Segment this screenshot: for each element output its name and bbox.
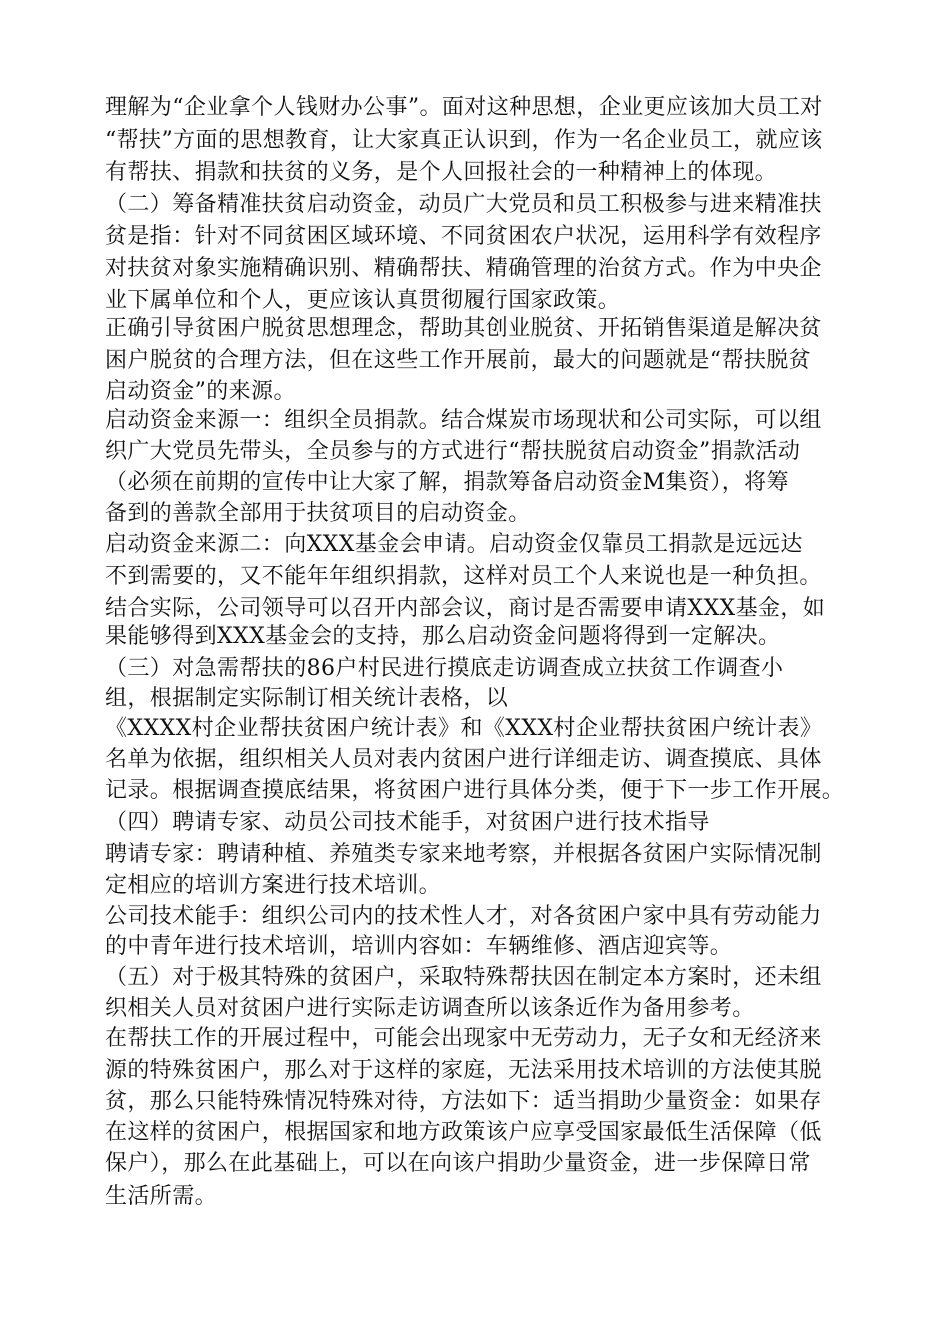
text-line: 果能够得到XXX基金会的支持，那么启动资金问题将得到一定解决。	[105, 624, 781, 649]
text-line: 启动资金”的来源。	[105, 379, 296, 404]
text-line: 对扶贫对象实施精确识别、精确帮扶、精确管理的治贫方式。作为中央企	[105, 256, 822, 281]
text-line: 正确引导贫困户脱贫思想理念，帮助其创业脱贫、开拓销售渠道是解决贫	[105, 316, 822, 341]
text-line: 名单为依据，组织相关人员对表内贫困户进行详细走访、调查摸底、具体	[105, 747, 822, 772]
text-line: 公司技术能手：组织公司内的技术性人才，对各贫困户家中具有劳动能力	[105, 904, 822, 929]
text-line: 组，根据制定实际制订相关统计表格，以	[105, 686, 509, 711]
text-line: 聘请专家：聘请种植、养殖类专家来地考察，并根据各贫困户实际情况制	[105, 842, 822, 867]
text-line: 贫是指：针对不同贫困区域环境、不同贫困农户状况，运用科学有效程序	[105, 224, 822, 249]
text-line: （五）对于极其特殊的贫困户，采取特殊帮扶因在制定本方案时，还未组	[105, 965, 822, 990]
text-line: 在帮扶工作的开展过程中，可能会出现家中无劳动力，无子女和无经济来	[105, 1026, 822, 1051]
text-line: 的中青年进行技术培训，培训内容如：车辆维修、酒店迎宾等。	[105, 934, 733, 959]
text-line: 不到需要的，又不能年年组织捐款，这样对员工个人来说也是一种负担。	[105, 564, 822, 589]
text-line: 启动资金来源一：组织全员捐款。结合煤炭市场现状和公司实际，可以组	[105, 408, 822, 433]
text-line: 生活所需。	[105, 1184, 218, 1209]
text-line: 启动资金来源二：向XXX基金会申请。启动资金仅靠员工捐款是远远达	[105, 532, 803, 557]
text-line: 在这样的贫困户，根据国家和地方政策该户应享受国家最低生活保障（低	[105, 1120, 822, 1145]
text-line: （必须在前期的宣传中让大家了解，捐款筹备启动资金M集资），将筹	[105, 470, 789, 495]
text-line: 有帮扶、捐款和扶贫的义务，是个人回报社会的一种精神上的体现。	[105, 160, 778, 185]
text-line: 保户），那么在此基础上，可以在向该户捐助少量资金，进一步保障日常	[105, 1151, 811, 1176]
text-line: 织相关人员对贫困户进行实际走访调查所以该条近作为备用参考。	[105, 996, 755, 1021]
text-line: 贫，那么只能特殊情况特殊对待，方法如下：适当捐助少量资金：如果存	[105, 1089, 822, 1114]
text-line: 源的特殊贫困户，那么对于这样的家庭，无法采用技术培训的方法使其脱	[105, 1058, 822, 1083]
text-line: 记录。根据调查摸底结果，将贫困户进行具体分类，便于下一步工作开展。	[105, 778, 845, 803]
text-line: 《XXXX村企业帮扶贫困户统计表》和《XXX村企业帮扶贫困户统计表》	[105, 716, 823, 741]
text-line: 备到的善款全部用于扶贫项目的启动资金。	[105, 501, 531, 526]
text-line: （四）聘请专家、动员公司技术能手，对贫困户进行技术指导	[105, 810, 710, 835]
text-line: “帮扶”方面的思想教育，让大家真正认识到，作为一名企业员工，就应该	[105, 128, 823, 153]
text-line: 困户脱贫的合理方法，但在这些工作开展前，最大的问题就是“帮扶脱贫	[105, 348, 812, 373]
text-line: （二）筹备精准扶贫启动资金，动员广大党员和员工积极参与进来精准扶	[105, 192, 822, 217]
text-line: （三）对急需帮扶的86户村民进行摸底走访调查成立扶贫工作调查小	[105, 656, 784, 681]
text-line: 理解为“企业拿个人钱财办公事”。面对这种思想，企业更应该加大员工对	[105, 95, 823, 120]
text-line: 定相应的培训方案进行技术培训。	[105, 873, 442, 898]
text-line: 织广大党员先带头，全员参与的方式进行“帮扶脱贫启动资金”捐款活动	[105, 439, 801, 464]
text-line: 业下属单位和个人，更应该认真贯彻履行国家政策。	[105, 288, 621, 313]
text-line: 结合实际，公司领导可以召开内部会议，商讨是否需要申请XXX基金，如	[105, 596, 826, 621]
